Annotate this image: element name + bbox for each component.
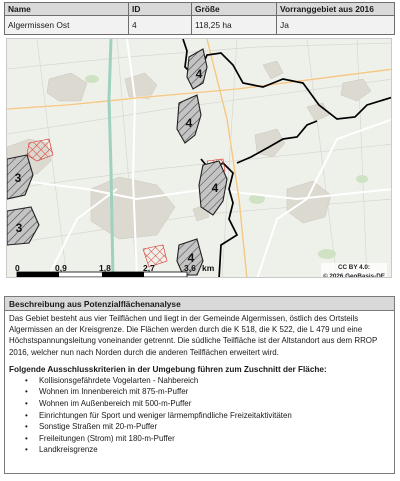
bullet-icon: • bbox=[25, 422, 28, 432]
scale-tick-label: 3,6 bbox=[184, 263, 196, 273]
bullet-icon: • bbox=[25, 387, 28, 397]
criterion-text: Wohnen im Innenbereich mit 875-m-Puffer bbox=[39, 387, 189, 397]
list-item bbox=[25, 386, 394, 398]
list-item bbox=[25, 410, 394, 422]
map-canvas bbox=[7, 39, 392, 278]
cell-priority-area: Ja bbox=[277, 16, 395, 35]
list-item bbox=[25, 375, 394, 387]
scale-tick-label: 1,8 bbox=[99, 263, 111, 273]
bullet-icon: • bbox=[25, 410, 28, 420]
area-label: 3 bbox=[15, 221, 23, 235]
description-text: Das Gebiet besteht aus vier Teilflächen und liegt in der Gemeinde Algermissen, östlich des Ortsteils Algermissen an der Kreisgrenze. Die Flächen werden durch die K 518, die K 522, die L 479 und eine Höchstspannungsleitung voneinander getrennt. Die südliche Teilfläche ist der Altstandort aus dem RROP 2016, welcher nun nach Norden durch die anderen Teilflächen erweitert wird. bbox=[9, 314, 378, 357]
cell-id: 4 bbox=[129, 16, 192, 35]
bullet-icon: • bbox=[25, 445, 28, 455]
criteria-title: Folgende Ausschlusskriterien in der Umgebung führen zum Zuschnitt der Fläche: bbox=[9, 364, 327, 374]
list-item bbox=[25, 444, 394, 456]
area-label: 4 bbox=[185, 116, 193, 130]
cell-name: Algermissen Ost bbox=[5, 16, 129, 35]
list-item bbox=[25, 398, 394, 410]
table-row bbox=[5, 16, 395, 35]
cell-size: 118,25 ha bbox=[192, 16, 277, 35]
criterion-text: Wohnen im Außenbereich mit 500-m-Puffer bbox=[39, 399, 192, 408]
criterion-text: Landkreisgrenze bbox=[39, 445, 98, 455]
area-summary-table bbox=[4, 2, 395, 35]
bullet-icon: • bbox=[25, 375, 28, 385]
description-box bbox=[4, 296, 395, 474]
scale-tick-label: 0 bbox=[15, 263, 20, 273]
criteria-list bbox=[5, 375, 394, 456]
scale-unit: km bbox=[202, 263, 215, 273]
header-priority-area: Vorranggebiet aus 2016 bbox=[277, 3, 395, 16]
map-attribution bbox=[321, 263, 387, 278]
table-header-row bbox=[5, 3, 395, 16]
area-map bbox=[6, 38, 392, 278]
area-label: 4 bbox=[187, 251, 195, 265]
scale-tick-label: 2,7 bbox=[143, 263, 155, 273]
criterion-text: Kollisionsgefährdete Vogelarten - Nahbereich bbox=[39, 375, 199, 385]
header-id: ID bbox=[129, 3, 192, 16]
criterion-text: Freileitungen (Strom) mit 180-m-Puffer bbox=[39, 433, 175, 443]
area-label: 4 bbox=[195, 67, 203, 81]
area-label: 4 bbox=[211, 181, 219, 195]
scale-tick-label: 0,9 bbox=[55, 263, 67, 273]
criterion-text: Einrichtungen für Sport und weniger lärmempfindliche Freizeitaktivitäten bbox=[39, 410, 292, 420]
description-title: Beschreibung aus Potenzialflächenanalyse bbox=[5, 297, 394, 311]
copyright-text: © 2026 GeoBasis-DE bbox=[322, 272, 385, 278]
bullet-icon: • bbox=[25, 433, 28, 443]
criterion-text: Sonstige Straßen mit 20-m-Puffer bbox=[39, 422, 158, 432]
header-name: Name bbox=[5, 3, 129, 16]
license-text: CC BY 4.0: bbox=[337, 264, 371, 271]
list-item bbox=[25, 433, 394, 445]
list-item bbox=[25, 421, 394, 433]
bullet-icon: • bbox=[25, 399, 28, 408]
area-label: 3 bbox=[14, 171, 22, 185]
header-size: Größe bbox=[192, 3, 277, 16]
